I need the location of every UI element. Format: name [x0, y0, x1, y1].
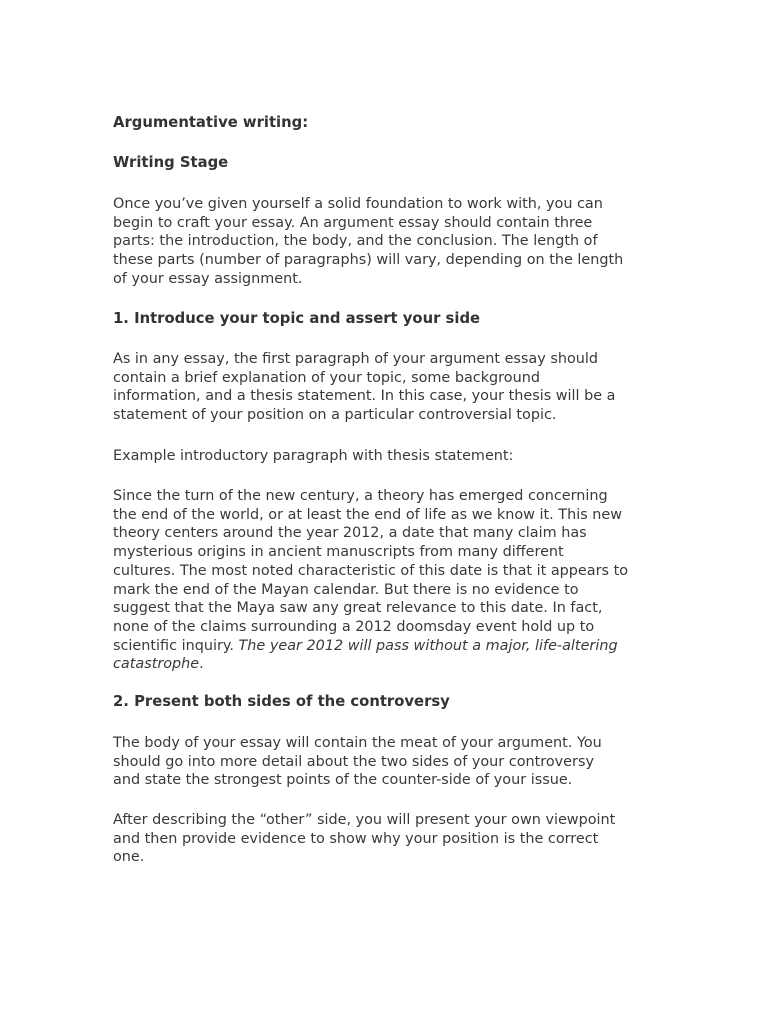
section-title-writing-stage: Writing Stage [113, 154, 229, 171]
text-line: begin to craft your essay. An argument essay should contain three [113, 214, 593, 231]
text-line-mixed [113, 637, 673, 656]
text-line: Since the turn of the new century, a theory has emerged concerning [113, 488, 608, 504]
text-line: After describing the “other” side, you will present your own viewpoint [113, 812, 616, 828]
example-paragraph [113, 487, 673, 674]
text-line: cultures. The most noted characteristic of this date is that it appears to [113, 562, 629, 579]
text-line: statement of your position on a particular controversial topic. [113, 407, 557, 424]
text-line: none of the claims surrounding a 2012 doomsday event hold up to [113, 618, 595, 635]
text-line: of your essay assignment. [113, 270, 303, 287]
text-line: Once you’ve given yourself a solid foundation to work with, you can [113, 196, 603, 212]
text-line: and then provide evidence to show why your position is the correct [113, 830, 599, 847]
text-line-mixed [113, 655, 673, 674]
section1-paragraph [113, 350, 673, 425]
text-line: As in any essay, the first paragraph of your argument essay should [113, 351, 599, 367]
intro-paragraph [113, 195, 673, 289]
text-run: . [199, 656, 204, 673]
text-line: mysterious origins in ancient manuscripts from many different [113, 544, 564, 561]
text-line: one. [113, 849, 145, 866]
text-line: parts: the introduction, the body, and the conclusion. The length of [113, 233, 598, 250]
text-line: the end of the world, or at least the end of life as we know it. This new [113, 506, 623, 523]
text-line: mark the end of the Mayan calendar. But there is no evidence to [113, 581, 579, 598]
section-heading-1: 1. Introduce your topic and assert your side [113, 310, 481, 327]
thesis-statement-end: catastrophe [113, 656, 200, 673]
text-line: theory centers around the year 2012, a date that many claim has [113, 525, 587, 542]
text-line: suggest that the Maya saw any great relevance to this date. In fact, [113, 600, 603, 617]
example-label: Example introductory paragraph with thesis statement: [113, 448, 514, 464]
section2-paragraph [113, 734, 673, 790]
text-line: should go into more detail about the two sides of your controversy [113, 753, 594, 770]
document-title: Argumentative writing: [113, 114, 309, 131]
section2b-paragraph [113, 811, 673, 867]
text-line: contain a brief explanation of your topic, some background [113, 369, 540, 386]
text-line: information, and a thesis statement. In this case, your thesis will be a [113, 388, 616, 405]
text-line: and state the strongest points of the counter-side of your issue. [113, 772, 573, 789]
text-run: scientific inquiry. [113, 637, 239, 654]
thesis-statement: The year 2012 will pass without a major, life-altering [238, 637, 618, 654]
section-heading-2: 2. Present both sides of the controversy [113, 693, 450, 710]
text-line: these parts (number of paragraphs) will vary, depending on the length [113, 252, 624, 269]
text-line: The body of your essay will contain the meat of your argument. You [113, 735, 602, 751]
